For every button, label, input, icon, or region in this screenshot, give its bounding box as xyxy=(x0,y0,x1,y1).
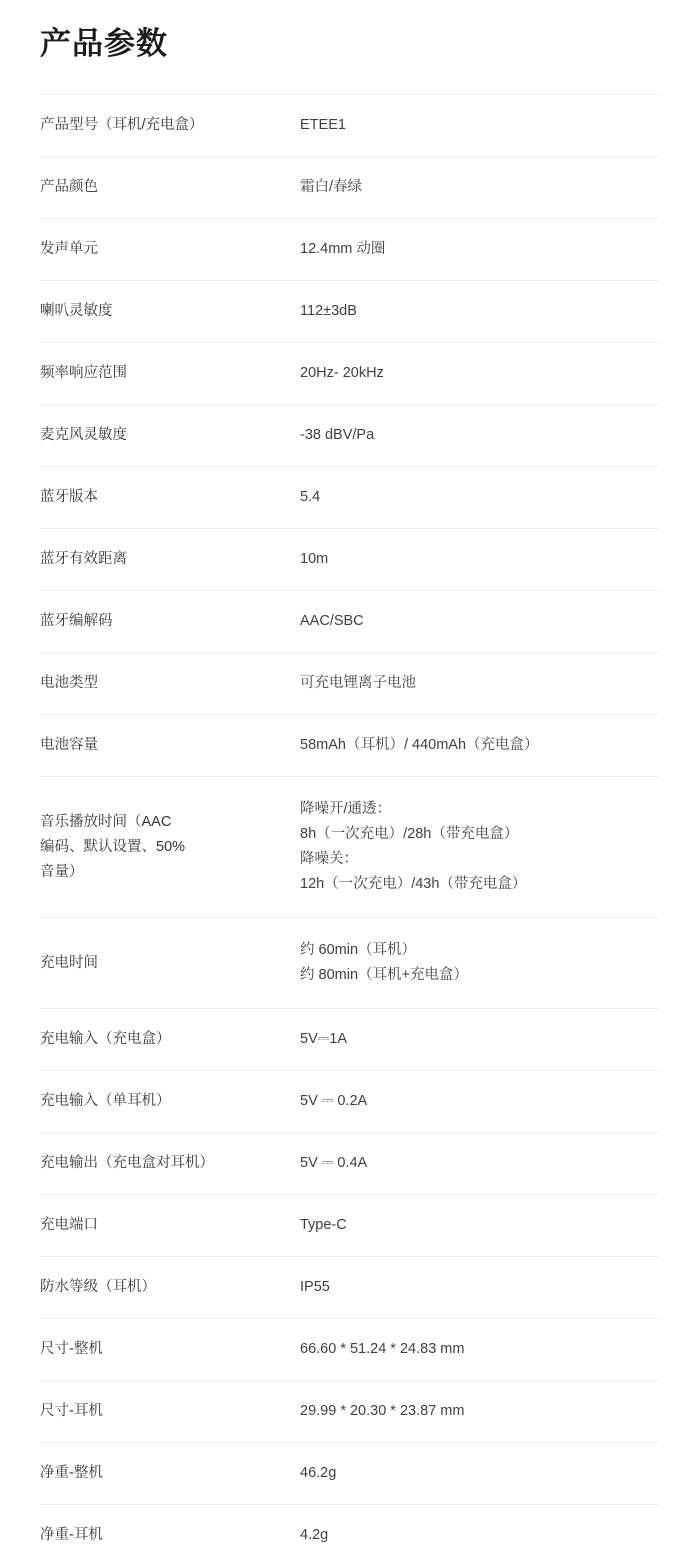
spec-row xyxy=(40,405,660,467)
spec-label: 净重-整机 xyxy=(40,1443,298,1505)
spec-row xyxy=(40,1071,660,1133)
spec-label: 发声单元 xyxy=(40,219,298,281)
spec-value xyxy=(298,405,660,467)
spec-value-line: 5.4 xyxy=(300,485,660,510)
spec-value-line: 5V ⎓ 0.2A xyxy=(300,1089,660,1114)
spec-label: 麦克风灵敏度 xyxy=(40,405,298,467)
spec-value xyxy=(298,467,660,529)
spec-value xyxy=(298,281,660,343)
spec-value-line: 112±3dB xyxy=(300,299,660,324)
spec-label: 产品型号（耳机/充电盒） xyxy=(40,95,298,157)
spec-label: 净重-耳机 xyxy=(40,1505,298,1566)
spec-row xyxy=(40,1505,660,1566)
spec-value xyxy=(298,95,660,157)
spec-value-line: 可充电锂离子电池 xyxy=(300,671,660,696)
spec-value xyxy=(298,157,660,219)
spec-label: 喇叭灵敏度 xyxy=(40,281,298,343)
spec-value-line: AAC/SBC xyxy=(300,609,660,634)
spec-label: 尺寸-整机 xyxy=(40,1319,298,1381)
spec-row xyxy=(40,219,660,281)
spec-value-line: 12.4mm 动圈 xyxy=(300,237,660,262)
spec-value-line: 29.99 * 20.30 * 23.87 mm xyxy=(300,1399,660,1424)
spec-value-line: 46.2g xyxy=(300,1461,660,1486)
spec-value xyxy=(298,1443,660,1505)
spec-row xyxy=(40,95,660,157)
spec-value-line: 10m xyxy=(300,547,660,572)
spec-row xyxy=(40,157,660,219)
spec-row xyxy=(40,1319,660,1381)
page-title: 产品参数 xyxy=(0,0,700,66)
spec-value xyxy=(298,777,660,918)
spec-label: 频率响应范围 xyxy=(40,343,298,405)
spec-label: 充电输入（单耳机） xyxy=(40,1071,298,1133)
spec-value-line: 5V⎓1A xyxy=(300,1027,660,1052)
product-spec-table xyxy=(40,94,660,1566)
spec-value xyxy=(298,343,660,405)
spec-label: 蓝牙有效距离 xyxy=(40,529,298,591)
spec-label: 充电输出（充电盒对耳机） xyxy=(40,1133,298,1195)
spec-row xyxy=(40,529,660,591)
spec-row xyxy=(40,715,660,777)
spec-value xyxy=(298,1381,660,1443)
spec-value-line: 5V ⎓ 0.4A xyxy=(300,1151,660,1176)
spec-value xyxy=(298,1133,660,1195)
spec-row xyxy=(40,653,660,715)
spec-value-line: IP55 xyxy=(300,1275,660,1300)
spec-value-line: 4.2g xyxy=(300,1523,660,1548)
spec-row xyxy=(40,343,660,405)
spec-value-line: ETEE1 xyxy=(300,113,660,138)
spec-label: 充电输入（充电盒） xyxy=(40,1009,298,1071)
spec-value xyxy=(298,653,660,715)
spec-value xyxy=(298,1071,660,1133)
spec-value xyxy=(298,591,660,653)
spec-label: 产品颜色 xyxy=(40,157,298,219)
spec-value-line: 20Hz- 20kHz xyxy=(300,361,660,386)
spec-value xyxy=(298,529,660,591)
spec-value xyxy=(298,1319,660,1381)
spec-label: 充电时间 xyxy=(40,918,298,1009)
spec-value-line: 12h（一次充电）/43h（带充电盒） xyxy=(300,872,660,897)
spec-value-line: 58mAh（耳机）/ 440mAh（充电盒） xyxy=(300,733,660,758)
spec-row xyxy=(40,777,660,918)
spec-table-body xyxy=(40,95,660,1566)
spec-value-line: 降噪开/通透： xyxy=(300,797,660,822)
spec-row xyxy=(40,281,660,343)
spec-row xyxy=(40,1009,660,1071)
spec-value-line: Type-C xyxy=(300,1213,660,1238)
spec-row xyxy=(40,1443,660,1505)
spec-value xyxy=(298,1505,660,1566)
spec-value xyxy=(298,918,660,1009)
spec-value-line: 约 60min（耳机） xyxy=(300,938,660,963)
spec-row xyxy=(40,1195,660,1257)
spec-value-line: 降噪关： xyxy=(300,847,660,872)
spec-label: 充电端口 xyxy=(40,1195,298,1257)
spec-label: 电池容量 xyxy=(40,715,298,777)
spec-value-line: 霜白/春绿 xyxy=(300,175,660,200)
spec-row xyxy=(40,591,660,653)
spec-row xyxy=(40,918,660,1009)
spec-value xyxy=(298,715,660,777)
spec-row xyxy=(40,1257,660,1319)
spec-row xyxy=(40,1381,660,1443)
spec-row xyxy=(40,467,660,529)
spec-label: 蓝牙版本 xyxy=(40,467,298,529)
spec-value-line: 66.60 * 51.24 * 24.83 mm xyxy=(300,1337,660,1362)
spec-value xyxy=(298,219,660,281)
spec-label: 音乐播放时间（AAC 编码、默认设置、50% 音量） xyxy=(40,777,298,918)
spec-value-line: 约 80min（耳机+充电盒） xyxy=(300,963,660,988)
spec-value xyxy=(298,1195,660,1257)
spec-value-line: 8h（一次充电）/28h（带充电盒） xyxy=(300,822,660,847)
spec-label: 防水等级（耳机） xyxy=(40,1257,298,1319)
spec-row xyxy=(40,1133,660,1195)
spec-value xyxy=(298,1257,660,1319)
spec-value-line: -38 dBV/Pa xyxy=(300,423,660,448)
spec-label: 电池类型 xyxy=(40,653,298,715)
spec-label: 尺寸-耳机 xyxy=(40,1381,298,1443)
spec-label: 蓝牙编解码 xyxy=(40,591,298,653)
spec-value xyxy=(298,1009,660,1071)
